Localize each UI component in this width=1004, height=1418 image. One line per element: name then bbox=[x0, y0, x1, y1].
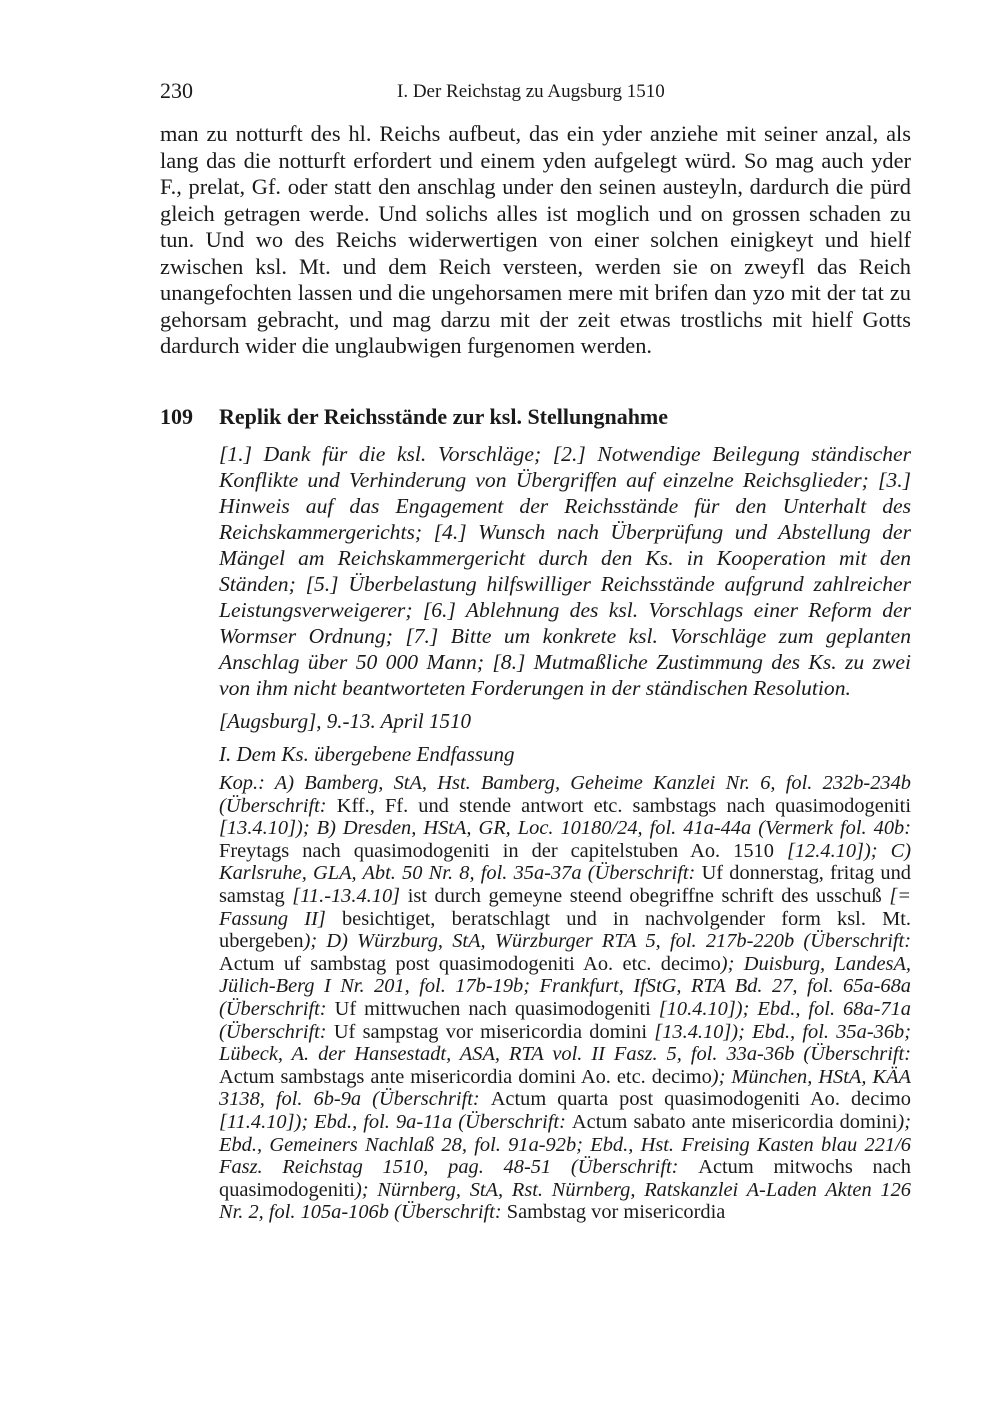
source-segment: [11.-13.4.10] bbox=[292, 884, 408, 907]
source-segment: ); München, HStA, KÄA 3138, fol. 6b-9a (Überschrift: bbox=[219, 1065, 911, 1111]
source-segment: [13.4.10]); B) Dresden, HStA, GR, Loc. 10180/24, fol. 41a-44a (Vermerk fol. 40b: bbox=[219, 817, 911, 840]
source-segment: ist durch gemeyne steend obegriffne schrift des usschuß bbox=[407, 884, 890, 907]
running-title: I. Der Reichstag zu Augsburg 1510 bbox=[397, 81, 665, 102]
source-segment: [13.4.10]); Ebd., fol. 35a-36b; Lübeck, A. der Hansestadt, ASA, RTA vol. II Fasz. 5, fol. 33a-36b (Überschrift: bbox=[219, 1020, 911, 1066]
source-segment: Uf sampstag vor misericordia domini bbox=[333, 1020, 655, 1043]
source-segment: Actum mitwochs nach quasimodogeniti bbox=[219, 1156, 911, 1201]
source-segment: Actum sabato ante misericordia domini bbox=[571, 1110, 898, 1133]
source-segment: Sambstag vor misericordia bbox=[506, 1201, 726, 1224]
source-segment: Actum uf sambstag post quasimodogeniti Ao. etc. decimo bbox=[219, 952, 721, 975]
source-segment: [= Fassung II] bbox=[219, 884, 912, 930]
document-summary: [1.] Dank für die ksl. Vorschläge; [2.] Notwendige Beilegung ständischer Konflikte und Verhinderung von Übergriffen auf einzelne Reichsglieder; [3.] Hinweis auf das Engagement der Reichsstände für den Unterhalt des Reichskammergerichts; [4.] Wunsch nach Überprüfung und Abstellung der Mängel am Reichskammergericht durch den Ks. in Kooperation mit den Ständen; [5.] Überbelastung hilfswilliger Reichsstände aufgrund zahlreicher Leistungsverweigerer; [6.] Ablehnung des ksl. Vorschlags einer Reform der Wormser Ordnung; [7.] Bitte um konkrete ksl. Vorschläge zum geplanten Anschlag über 50 000 Mann; [8.] Mutmaßliche Zustimmung des Ks. zu zwei von ihm nicht beantworteten Forderungen in der ständischen Resolution. bbox=[219, 442, 911, 700]
source-segment: besichtiget, beratschlagt und in nachvolgender form ksl. Mt. ubergeben bbox=[219, 907, 911, 953]
source-segment: Kop.: A) Bamberg, StA, Hst. Bamberg, Geheime Kanzlei Nr. 6, fol. 232b-234b (Überschrift: bbox=[219, 772, 911, 817]
source-segment: ); Duisburg, LandesA, Jülich-Berg I Nr. 201, fol. 17b-19b; Frankfurt, IfStG, RTA Bd. 27, fol. 65a-68a (Überschrift: bbox=[219, 952, 912, 1020]
source-segment: ); Nürnberg, StA, Rst. Nürnberg, Ratskanzlei A-Laden Akten 126 Nr. 2, fol. 105a-106b (Überschrift: bbox=[219, 1178, 911, 1224]
document-date: [Augsburg], 9.-13. April 1510 bbox=[219, 709, 472, 733]
source-segment: [10.4.10]); Ebd., fol. 68a-71a (Überschrift: bbox=[219, 997, 911, 1043]
source-segment: ); D) Würzburg, StA, Würzburger RTA 5, fol. 217b-220b (Überschrift: bbox=[303, 930, 911, 953]
document-title: Replik der Reichsstände zur ksl. Stellungnahme bbox=[219, 404, 669, 429]
source-segment: [12.4.10]); C) Karlsruhe, GLA, Abt. 50 Nr. 8, fol. 35a-37a (Überschrift: bbox=[219, 839, 911, 885]
source-segment: Uf donnerstag, fritag und samstag bbox=[219, 862, 911, 907]
source-segment: [11.4.10]); Ebd., fol. 9a-11a (Überschrift: bbox=[219, 1110, 572, 1133]
source-segment: ); Ebd., Gemeiners Nachlaß 28, fol. 91a-92b; Ebd., Hst. Freising Kasten blau 221/6 Fasz. Reichstag 1510, pag. 48-51 (Überschrift: bbox=[219, 1110, 911, 1179]
source-segment: Freytags nach quasimodogeniti in der capitelstuben Ao. 1510 bbox=[219, 839, 787, 862]
source-segment: Actum quarta post quasimodogeniti Ao. decimo bbox=[490, 1088, 911, 1111]
source-segment: Kff., Ff. und stende antwort etc. sambstags nach quasimodogeniti bbox=[336, 794, 911, 817]
source-segment: Uf mittwuchen nach quasimodogeniti bbox=[334, 997, 659, 1020]
continuation-paragraph: man zu notturft des hl. Reichs aufbeut, das ein yder anziehe mit seiner anzal, als lang das die notturft erfordert und einem yden aufgelegt würd. So mag auch yder F., prelat, Gf. oder statt den anschlag under den seinen austeyln, dardurch die pürd gleich getragen werde. Und solichs alles ist moglich und on grossen schaden zu tun. Und wo des Reichs widerwertigen von einer solchen einigkeyt und hielf zwischen ksl. Mt. und dem Reich versteen, werden sie on zweyfl das Reich unangefochten lassen und die ungehorsamen mere mit brifen dan yzo mit der tat zu gehorsam gebracht, und mag darzu mit der zeit etwas trostlichs mit hielf Gotts dardurch wider die unglaubwigen furgenomen werden. bbox=[160, 121, 911, 358]
page-number: 230 bbox=[160, 78, 193, 103]
source-apparatus bbox=[219, 772, 911, 1224]
page-header bbox=[160, 78, 911, 110]
source-segment: Actum sambstags ante misericordia domini Ao. etc. decimo bbox=[219, 1065, 712, 1088]
document-version: I. Dem Ks. übergebene Endfassung bbox=[219, 742, 515, 766]
document-number: 109 bbox=[160, 404, 193, 429]
